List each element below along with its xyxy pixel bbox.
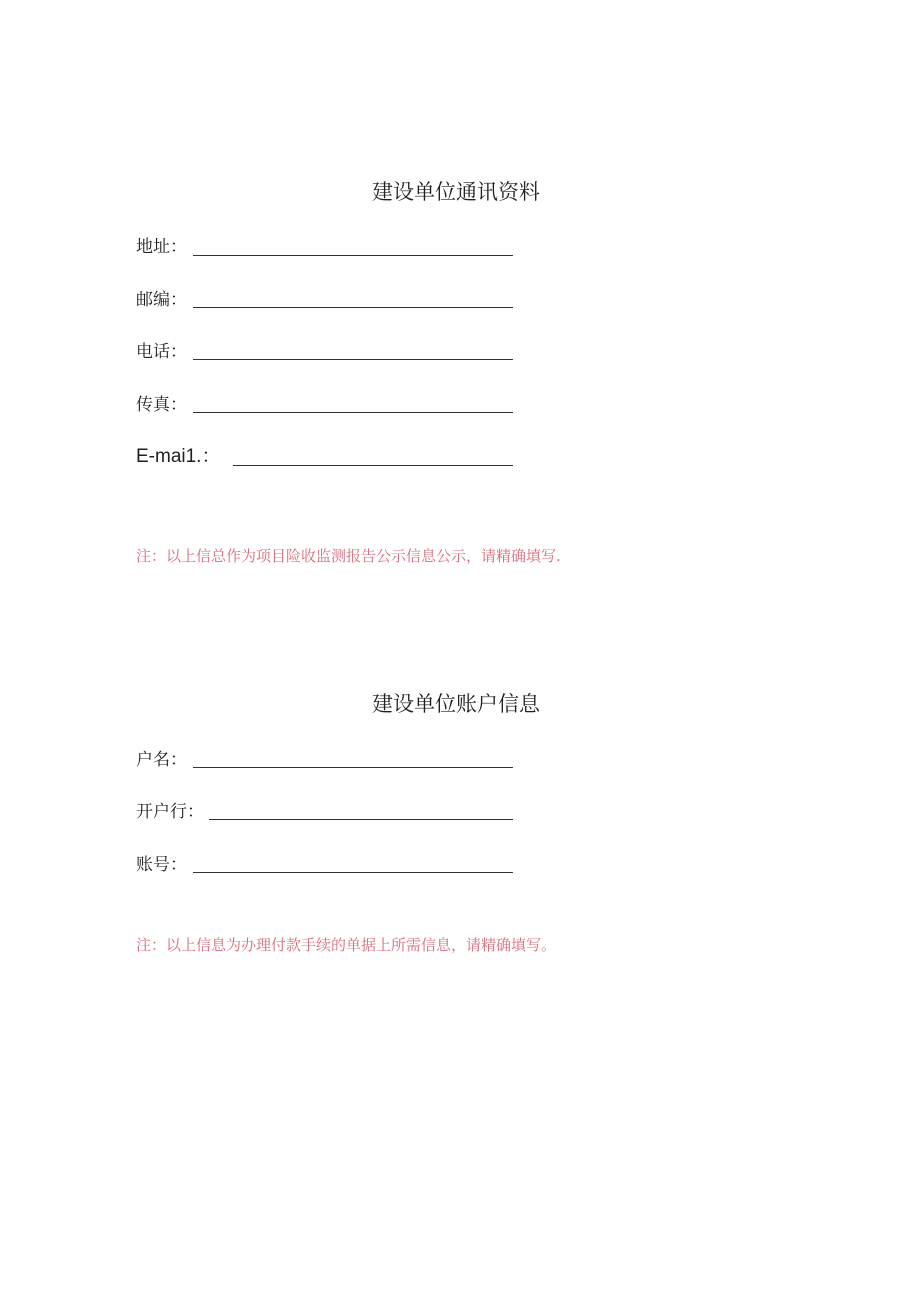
phone-label: 电话：	[136, 342, 187, 362]
bank-label: 开户行：	[136, 802, 204, 822]
section2-title: 建设单位账户信息	[372, 692, 540, 716]
fax-label: 传真：	[136, 395, 187, 415]
account-name-label: 户名：	[136, 750, 187, 770]
address-field[interactable]	[193, 255, 513, 256]
bank-field[interactable]	[209, 819, 513, 820]
address-label: 地址：	[136, 237, 187, 257]
account-name-field[interactable]	[193, 767, 513, 768]
postcode-label: 邮编：	[136, 290, 187, 310]
email-field[interactable]	[233, 465, 513, 466]
fax-field[interactable]	[193, 412, 513, 413]
postcode-field[interactable]	[193, 307, 513, 308]
email-label: E-mai1.：	[136, 446, 221, 467]
section1-title: 建设单位通讯资料	[372, 180, 540, 204]
account-number-field[interactable]	[193, 872, 513, 873]
section1-note: 注：以上信总作为项目险收监测报告公示信息公示，请精确填写.	[136, 547, 561, 565]
phone-field[interactable]	[193, 359, 513, 360]
account-number-label: 账号：	[136, 855, 187, 875]
section2-note: 注：以上信息为办理付款手续的单据上所需信息，请精确填写。	[136, 936, 557, 954]
